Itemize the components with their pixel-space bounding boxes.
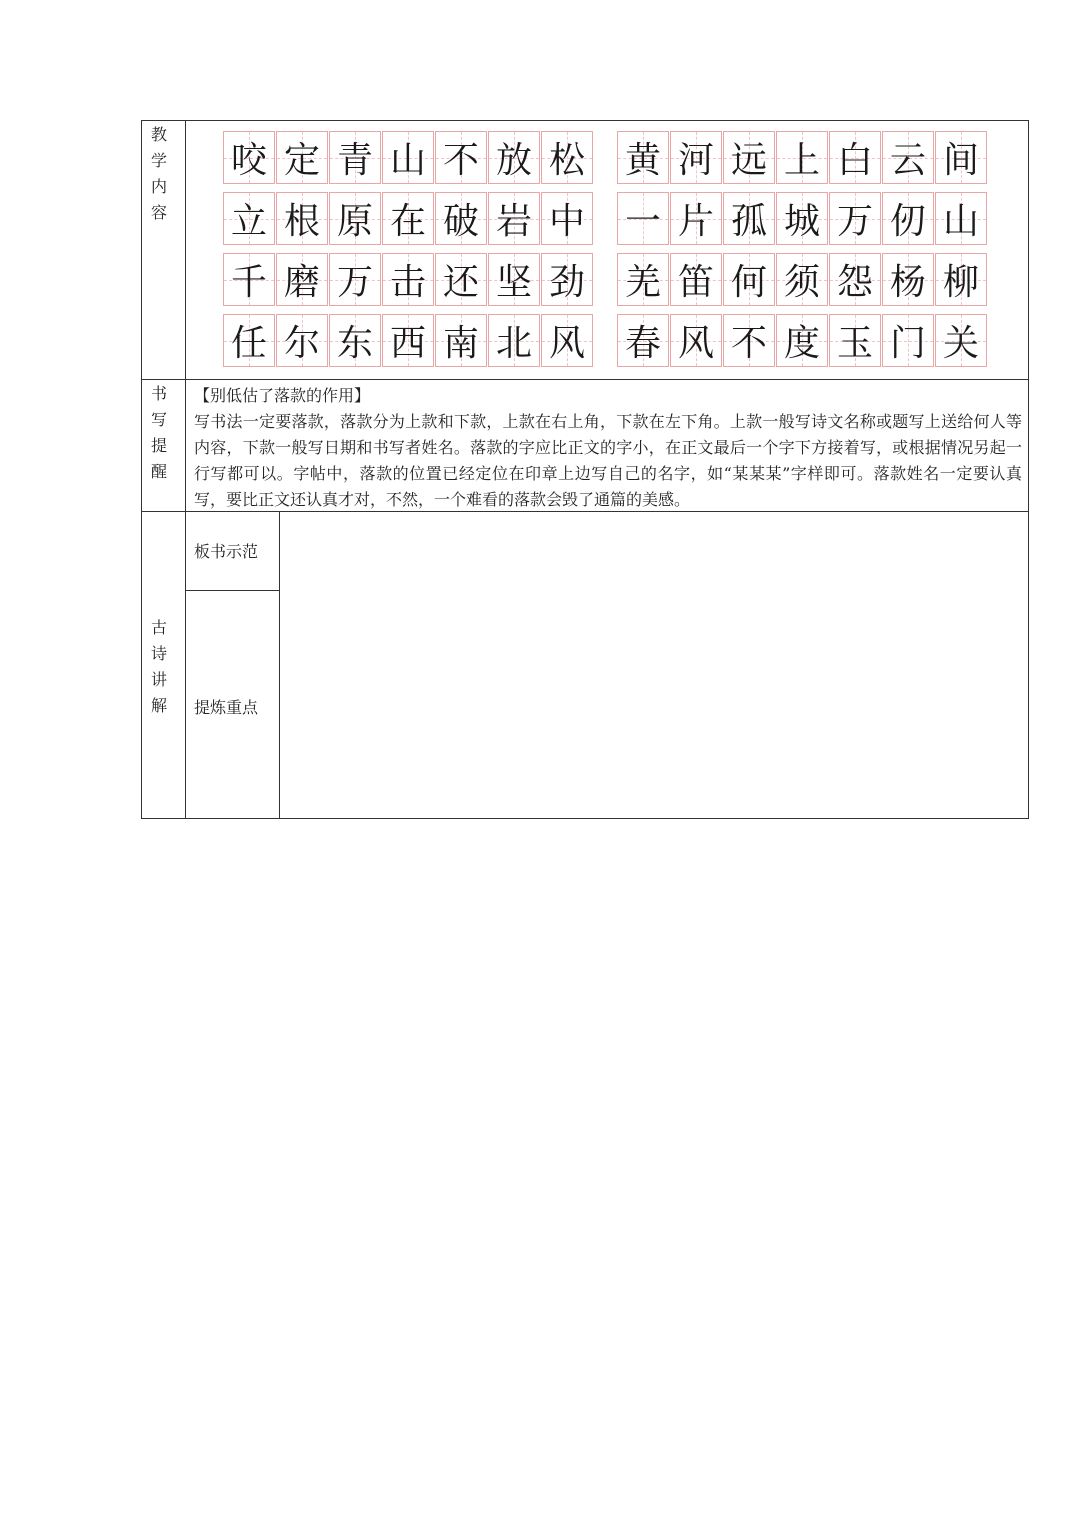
practice-character: 松	[548, 140, 585, 181]
practice-cell	[934, 250, 987, 311]
practice-character: 玉	[836, 323, 873, 364]
practice-character: 击	[389, 262, 426, 303]
practice-cell	[487, 128, 540, 189]
practice-character: 破	[442, 201, 479, 242]
practice-cell	[828, 128, 881, 189]
practice-cell	[222, 189, 275, 250]
practice-cell	[487, 311, 540, 372]
practice-character: 怨	[836, 262, 873, 303]
practice-character: 千	[230, 262, 267, 303]
row-divider	[185, 590, 279, 591]
practice-cell	[434, 311, 487, 372]
practice-character: 笛	[677, 262, 714, 303]
practice-cell	[934, 189, 987, 250]
practice-grid-left	[222, 128, 593, 372]
practice-character: 东	[336, 323, 373, 364]
practice-cell	[722, 311, 775, 372]
practice-character: 山	[942, 201, 979, 242]
practice-character: 杨	[889, 262, 926, 303]
practice-character: 远	[730, 140, 767, 181]
practice-cell	[616, 128, 669, 189]
practice-character: 南	[442, 323, 479, 364]
practice-character: 河	[677, 140, 714, 181]
practice-character: 咬	[230, 140, 267, 181]
practice-character: 万	[336, 262, 373, 303]
practice-cell	[328, 189, 381, 250]
practice-cell	[328, 311, 381, 372]
practice-cell	[616, 311, 669, 372]
practice-cell	[775, 189, 828, 250]
practice-character: 西	[389, 323, 426, 364]
practice-cell	[434, 189, 487, 250]
practice-cell	[775, 250, 828, 311]
practice-cell	[275, 128, 328, 189]
practice-cell	[487, 250, 540, 311]
practice-character: 孤	[730, 201, 767, 242]
practice-cell	[828, 189, 881, 250]
practice-cell	[722, 250, 775, 311]
practice-character: 关	[942, 323, 979, 364]
practice-cell	[669, 250, 722, 311]
practice-character: 尔	[283, 323, 320, 364]
practice-cell	[487, 189, 540, 250]
practice-character: 羌	[624, 262, 661, 303]
practice-character: 原	[336, 201, 373, 242]
practice-cell	[881, 189, 934, 250]
practice-character: 度	[783, 323, 820, 364]
practice-cell	[328, 128, 381, 189]
writing-reminder-label: 书 写 提 醒	[150, 384, 167, 481]
practice-grid-right	[616, 128, 987, 372]
practice-character: 任	[230, 323, 267, 364]
practice-character: 黄	[624, 140, 661, 181]
practice-cell	[881, 311, 934, 372]
practice-cell	[616, 189, 669, 250]
practice-cell	[828, 250, 881, 311]
practice-character: 中	[548, 201, 585, 242]
practice-character: 根	[283, 201, 320, 242]
writing-tip	[194, 383, 1022, 513]
practice-character: 仞	[889, 201, 926, 242]
practice-character: 岩	[495, 201, 532, 242]
practice-character: 北	[495, 323, 532, 364]
practice-cell	[275, 189, 328, 250]
practice-cell	[775, 311, 828, 372]
practice-character: 还	[442, 262, 479, 303]
practice-cell	[381, 189, 434, 250]
practice-cell	[828, 311, 881, 372]
practice-cell	[381, 128, 434, 189]
practice-cell	[669, 128, 722, 189]
poem-content-area[interactable]	[280, 512, 1028, 818]
practice-character: 白	[836, 140, 873, 181]
practice-character: 须	[783, 262, 820, 303]
practice-cell	[222, 128, 275, 189]
practice-cell	[540, 128, 593, 189]
practice-character: 城	[783, 201, 820, 242]
practice-character: 放	[495, 140, 532, 181]
practice-character: 何	[730, 262, 767, 303]
practice-cell	[540, 189, 593, 250]
practice-character: 山	[389, 140, 426, 181]
practice-cell	[669, 189, 722, 250]
practice-character: 一	[624, 201, 661, 242]
practice-character: 云	[889, 140, 926, 181]
practice-cell	[934, 128, 987, 189]
key-points-label: 提炼重点	[194, 698, 259, 717]
practice-character: 磨	[283, 262, 320, 303]
practice-character: 间	[942, 140, 979, 181]
column-divider	[185, 120, 186, 819]
poem-explanation-label: 古 诗 讲 解	[150, 618, 167, 715]
practice-character: 柳	[942, 262, 979, 303]
practice-cell	[434, 250, 487, 311]
practice-cell	[540, 250, 593, 311]
practice-character: 坚	[495, 262, 532, 303]
practice-character: 不	[730, 323, 767, 364]
tip-body: 写书法一定要落款，落款分为上款和下款，上款在右上角，下款在左下角。上款一般写诗文名称或题写上送给何人等内容，下款一般写日期和书写者姓名。落款的字应比正文的字小，在正文最后一个字下方接着写，或根据情况另起一行写都可以。字帖中，落款的位置已经定位在印章上边写自己的名字，如“某某某”字样即可。落款姓名一定要认真写，要比正文还认真才对，不然，一个难看的落款会毁了通篇的美感。	[194, 412, 1022, 509]
practice-character: 不	[442, 140, 479, 181]
practice-cell	[222, 311, 275, 372]
practice-cell	[540, 311, 593, 372]
tip-heading: 【别低估了落款的作用】	[194, 386, 371, 405]
teaching-content-label: 教 学 内 容	[150, 125, 167, 222]
practice-character: 立	[230, 201, 267, 242]
practice-character: 春	[624, 323, 661, 364]
practice-cell	[722, 189, 775, 250]
practice-character: 劲	[548, 262, 585, 303]
practice-cell	[275, 311, 328, 372]
practice-cell	[669, 311, 722, 372]
practice-cell	[881, 128, 934, 189]
practice-character: 风	[677, 323, 714, 364]
practice-cell	[381, 311, 434, 372]
practice-cell	[222, 250, 275, 311]
practice-cell	[381, 250, 434, 311]
practice-cell	[434, 128, 487, 189]
practice-character: 定	[283, 140, 320, 181]
practice-character: 万	[836, 201, 873, 242]
practice-character: 青	[336, 140, 373, 181]
practice-cell	[275, 250, 328, 311]
practice-cell	[881, 250, 934, 311]
board-demo-label: 板书示范	[194, 542, 259, 561]
practice-cell	[722, 128, 775, 189]
practice-character: 上	[783, 140, 820, 181]
practice-character: 风	[548, 323, 585, 364]
practice-character: 门	[889, 323, 926, 364]
row-divider	[141, 379, 1029, 380]
practice-cell	[775, 128, 828, 189]
practice-cell	[328, 250, 381, 311]
practice-character: 片	[677, 201, 714, 242]
practice-cell	[616, 250, 669, 311]
practice-character: 在	[389, 201, 426, 242]
practice-cell	[934, 311, 987, 372]
